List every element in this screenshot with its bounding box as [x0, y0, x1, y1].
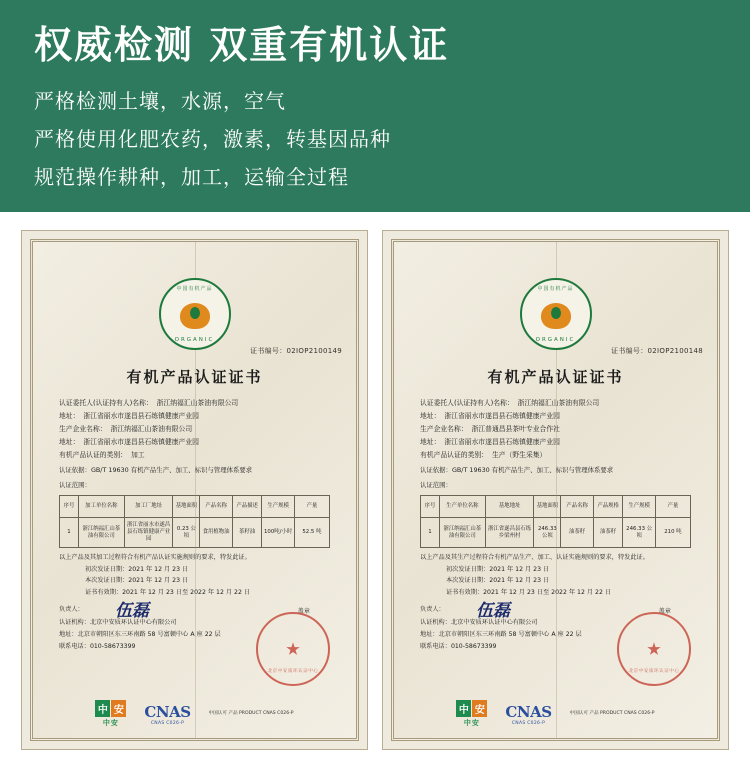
signature-label: 负责人：: [59, 606, 84, 614]
certificate-fields: [406, 397, 705, 462]
accreditation-marks: [33, 700, 356, 728]
field-value: 加工: [130, 450, 145, 459]
organic-logo-cn-text: 中国有机产品: [176, 286, 213, 292]
field-row: [59, 410, 330, 423]
org-label: 地址：: [59, 631, 78, 638]
certificate-scope-table: [59, 495, 330, 548]
note-line: 以上产品及其生产过程符合有机产品生产、加工、认证实施规则的要求，特发此证。: [420, 554, 649, 562]
zhongan-label: 中安: [102, 719, 119, 727]
table-row: [60, 518, 330, 548]
organic-logo-shape: [541, 303, 571, 329]
certificate-number-value: 02IOP2100148: [647, 347, 703, 355]
table-cell: 浙江省遂昌县石练乡梁州村: [485, 518, 534, 548]
certificate-number-label: 证书编号：: [250, 347, 287, 355]
table-cell: 浙江纳福汇山茶油有限公司: [78, 518, 124, 548]
table-header-cell: 生产规模: [262, 496, 294, 518]
certification-standard: 认证依据：GB/T 19630 有机产品生产、加工、标识与管理体系要求: [420, 465, 614, 474]
table-cell: 246.33 公顷: [534, 518, 561, 548]
org-label: 联系电话：: [420, 643, 451, 651]
field-label: 认证委托人(认证持有人)名称：: [420, 399, 514, 407]
certificate-notes: [406, 548, 705, 598]
certificate-number-label: 证书编号：: [611, 347, 648, 355]
organic-logo-wrap: [406, 278, 705, 350]
org-value: 北京中安质环认证中心有限公司: [450, 618, 538, 626]
organic-logo-wrap: [45, 278, 344, 350]
table-cell: 浙江纳福汇山茶油有限公司: [439, 518, 485, 548]
certificate-gallery: [0, 212, 750, 777]
field-value: 浙江纳福汇山茶油有限公司: [156, 399, 239, 407]
field-label: 有机产品认证的类别：: [420, 450, 488, 459]
cnas-logo-icon: [505, 703, 551, 726]
table-header-cell: 序号: [60, 496, 79, 518]
promo-banner: [0, 0, 750, 212]
field-label: 地址：: [59, 411, 80, 420]
table-cell: 246.33 公顷: [623, 518, 655, 548]
product-mark-icon: 中国认可 产品 PRODUCT CNAS C026-P: [208, 710, 294, 716]
table-cell: 100吨/小时: [262, 518, 294, 548]
zhongan-label: 中安: [463, 719, 480, 727]
organic-logo-cn-text: 中国有机产品: [537, 286, 574, 292]
signature-block: [406, 598, 705, 674]
table-cell: 食用植物油: [200, 518, 232, 548]
table-header-cell: 生产规模: [623, 496, 655, 518]
field-value: 浙江省丽水市遂昌县石练镇健康产业园: [83, 437, 199, 446]
org-value: 北京市朝阳区东三环南路 58 号富顿中心 A 座 22 层: [77, 631, 221, 638]
cnas-text: CNAS: [144, 702, 191, 721]
note-line: 本次发证日期：2021 年 12 月 23 日: [85, 577, 189, 585]
table-header-row: [60, 496, 330, 518]
official-seal-icon: [256, 612, 330, 686]
accreditation-marks: [394, 700, 717, 728]
table-header-cell: 基地地址: [485, 496, 534, 518]
note-line: 本次发证日期：2021 年 12 月 23 日: [446, 577, 550, 585]
field-value: 浙江纳福汇山茶油有限公司: [110, 424, 193, 433]
table-header-cell: 产品名称: [561, 496, 593, 518]
table-cell: 52.5 吨: [294, 518, 329, 548]
cnas-text: CNAS: [505, 702, 552, 721]
field-value: 生产（野生采集）: [491, 450, 547, 459]
seal-text: 北京中安质环认证中心: [267, 669, 319, 674]
signature-name: 伍磊: [115, 601, 149, 622]
cnas-subtext: CNAS C026-P: [150, 720, 185, 726]
field-row: [420, 397, 691, 410]
note-line: 初次发证日期：2021 年 12 月 23 日: [446, 565, 550, 573]
certificate-number: [250, 346, 342, 356]
field-label: 地址：: [420, 411, 441, 420]
org-label: 地址：: [420, 631, 439, 638]
table-header-cell: 加工厂地址: [124, 496, 173, 518]
org-value: 北京市朝阳区东三环南路 58 号富顿中心 A 座 22 层: [438, 631, 582, 638]
field-value: 浙江省丽水市遂昌县石练镇健康产业园: [444, 411, 560, 420]
organic-certification-logo: [159, 278, 231, 350]
field-value: 浙江纳福汇山茶油有限公司: [517, 399, 600, 407]
table-header-cell: 产量: [294, 496, 329, 518]
table-cell: 浙江省丽水市遂昌县石练镇健康产业园: [124, 518, 173, 548]
seal-label: 盖章: [297, 608, 310, 616]
banner-line-1: 严格检测土壤，水源，空气: [34, 88, 286, 113]
zhongan-box-1: 中: [95, 700, 110, 717]
zhongan-logo-icon: [95, 700, 126, 728]
seal-text: 北京中安质环认证中心: [628, 669, 680, 674]
field-label: 生产企业名称：: [420, 424, 468, 433]
certificate-card-processing: [21, 230, 368, 750]
certificate-title: 有机产品认证证书: [487, 368, 624, 386]
table-header-cell: 加工单位名称: [78, 496, 124, 518]
field-label: 地址：: [420, 437, 441, 446]
certificate-scope-table: [420, 495, 691, 548]
zhongan-logo-icon: [456, 700, 487, 728]
table-row: [421, 518, 691, 548]
note-line: 证书有效期：2021 年 12 月 23 日至 2022 年 12 月 22 日: [446, 588, 612, 596]
org-value: 010-58673399: [89, 643, 136, 651]
table-header-row: [421, 496, 691, 518]
organic-logo-en-text: ORGANIC: [535, 337, 576, 343]
field-value: 浙江省丽水市遂昌县石练镇健康产业园: [444, 437, 560, 446]
table-header-cell: 基地面积: [173, 496, 200, 518]
field-row: [59, 436, 330, 449]
table-header-cell: 基地面积: [534, 496, 561, 518]
field-label: 生产企业名称：: [59, 424, 107, 433]
cnas-logo-icon: [144, 703, 190, 726]
org-label: 认证机构：: [59, 618, 90, 626]
table-header-cell: 序号: [421, 496, 440, 518]
banner-line-2: 严格使用化肥农药，激素，转基因品种: [34, 126, 391, 151]
table-cell: 茶籽油: [232, 518, 262, 548]
product-mark-icon: 中国认可 产品 PRODUCT CNAS C026-P: [569, 710, 655, 716]
table-cell: 油茶籽: [561, 518, 593, 548]
field-row: [59, 449, 330, 462]
org-value: 北京中安质环认证中心有限公司: [89, 618, 177, 626]
field-row: [420, 449, 691, 462]
table-cell: 1: [421, 518, 440, 548]
org-label: 认证机构：: [420, 618, 451, 626]
cnas-subtext: CNAS C026-P: [511, 720, 546, 726]
certification-standard: 认证依据：GB/T 19630 有机产品生产、加工、标识与管理体系要求: [59, 465, 253, 474]
signature-name: 伍磊: [476, 601, 510, 622]
table-cell: 1: [60, 518, 79, 548]
note-line: 证书有效期：2021 年 12 月 23 日至 2022 年 12 月 22 日: [85, 588, 251, 596]
signature-label: 负责人：: [420, 606, 445, 614]
organic-certification-logo: [520, 278, 592, 350]
table-header-cell: 产品规格: [593, 496, 623, 518]
certification-scope-label: 认证范围：: [420, 481, 452, 490]
table-cell: 0.23 公顷: [173, 518, 200, 548]
field-row: [420, 436, 691, 449]
certificate-card-production: [382, 230, 729, 750]
official-seal-icon: [617, 612, 691, 686]
banner-line-3: 规范操作耕种，加工，运输全过程: [34, 164, 349, 189]
field-row: [420, 410, 691, 423]
field-value: 浙江省丽水市遂昌县石练镇健康产业园: [83, 411, 199, 420]
field-label: 地址：: [59, 437, 80, 446]
field-label: 有机产品认证的类别：: [59, 450, 127, 459]
certificate-number-value: 02IOP2100149: [286, 347, 342, 355]
banner-title: 权威检测 双重有机认证: [34, 23, 450, 67]
zhongan-box-2: 安: [472, 700, 487, 717]
field-row: [420, 423, 691, 436]
organic-logo-shape: [180, 303, 210, 329]
seal-label: 盖章: [658, 608, 671, 616]
field-row: [59, 423, 330, 436]
certificate-title: 有机产品认证证书: [126, 368, 263, 386]
certificate-notes: [45, 548, 344, 598]
table-header-cell: 生产单位名称: [439, 496, 485, 518]
certificate-number: [611, 346, 703, 356]
field-label: 认证委托人(认证持有人)名称：: [59, 399, 153, 407]
note-line: 初次发证日期：2021 年 12 月 23 日: [85, 565, 189, 573]
signature-block: [45, 598, 344, 674]
table-cell: 210 吨: [655, 518, 690, 548]
zhongan-box-1: 中: [456, 700, 471, 717]
zhongan-box-2: 安: [111, 700, 126, 717]
organic-logo-en-text: ORGANIC: [174, 337, 215, 343]
table-header-cell: 产品描述: [232, 496, 262, 518]
certification-scope-label: 认证范围：: [59, 481, 91, 490]
field-row: [59, 397, 330, 410]
org-label: 联系电话：: [59, 643, 90, 651]
org-value: 010-58673399: [450, 643, 497, 651]
note-line: 以上产品及其加工过程符合有机产品认证实施规则的要求，特发此证。: [59, 554, 251, 562]
table-header-cell: 产量: [655, 496, 690, 518]
field-value: 浙江普通昌县茶叶专业合作社: [471, 424, 560, 433]
table-cell: 油茶籽: [593, 518, 623, 548]
table-header-cell: 产品名称: [200, 496, 232, 518]
certificate-fields: [45, 397, 344, 462]
